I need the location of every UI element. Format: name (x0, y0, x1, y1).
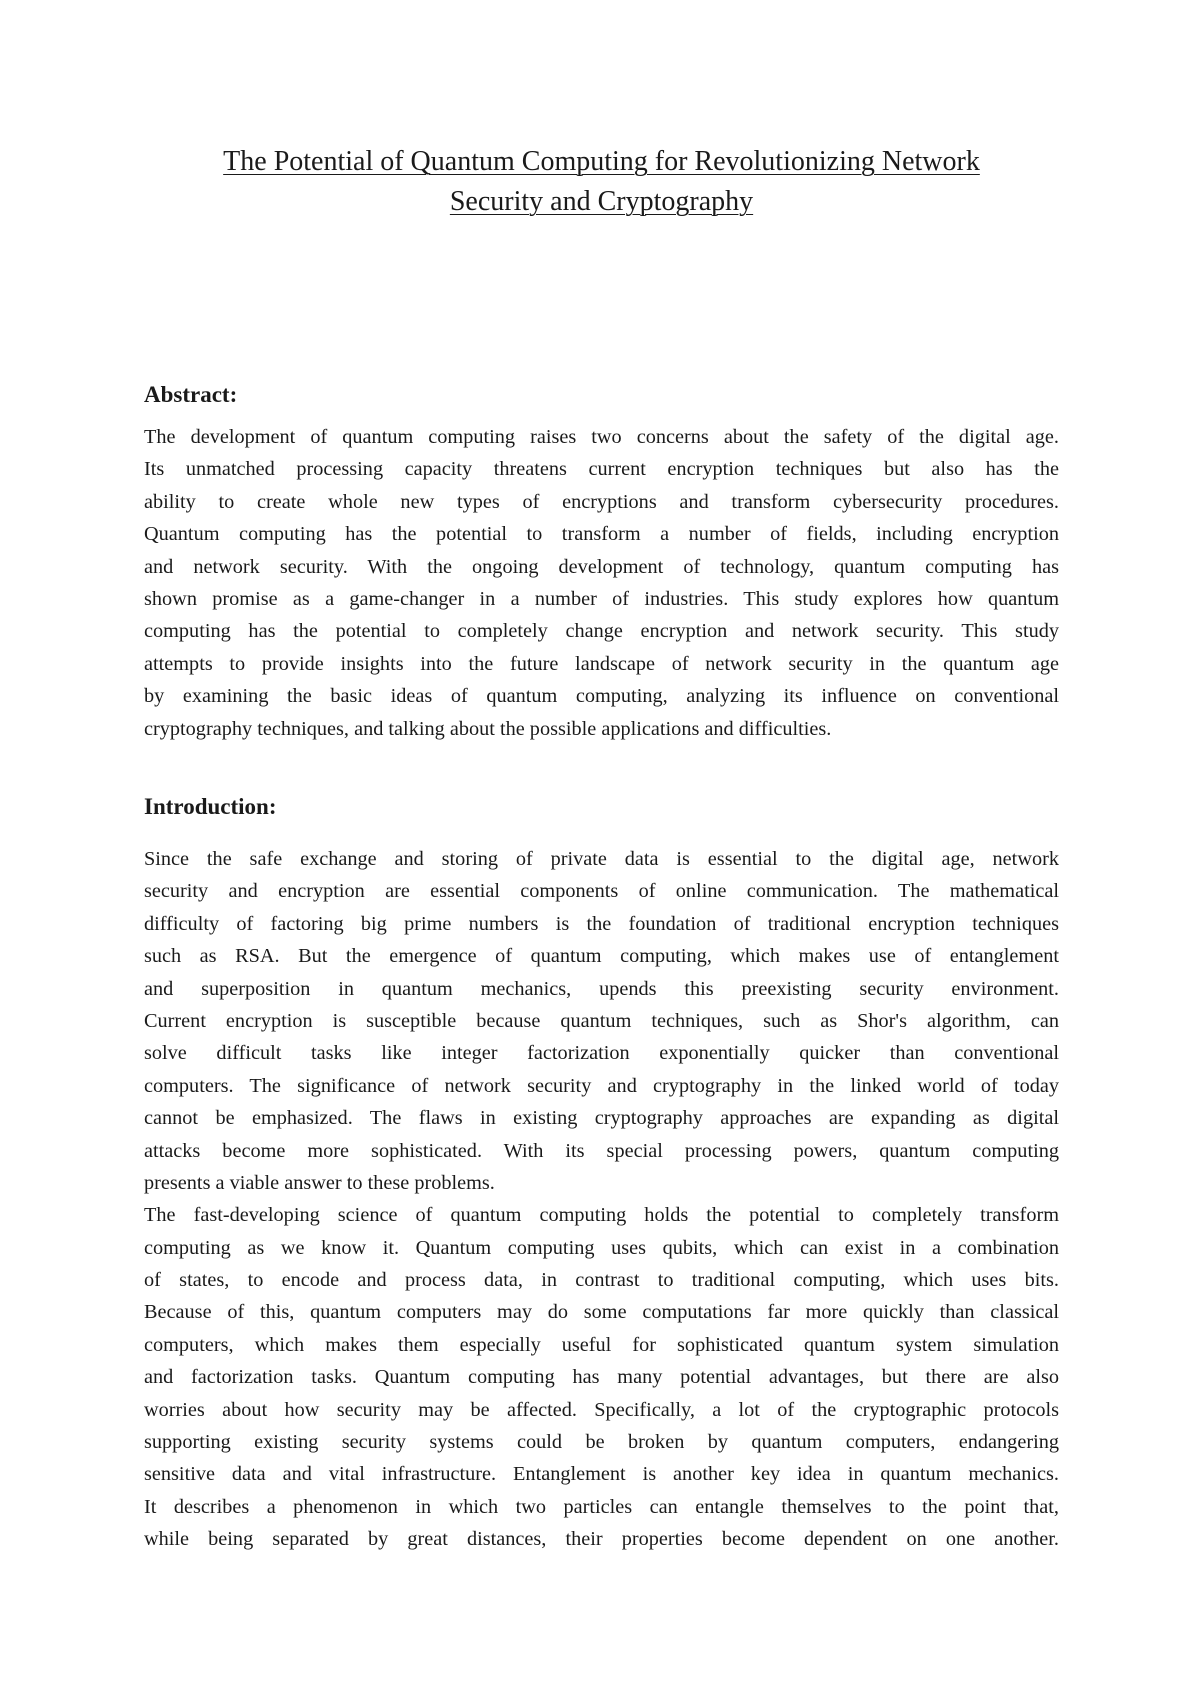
text-line: cannot be emphasized. The flaws in existing cryptography approaches are expanding as digital (144, 1107, 1059, 1130)
text-line: attacks become more sophisticated. With its special processing powers, quantum computing (144, 1139, 1059, 1162)
text-line: The fast-developing science of quantum computing holds the potential to completely transform (144, 1204, 1059, 1227)
text-line: while being separated by great distances, their properties become dependent on one another. (144, 1528, 1059, 1551)
page-title (144, 142, 1059, 222)
text-line: It describes a phenomenon in which two particles can entangle themselves to the point that, (144, 1495, 1059, 1518)
text-line: shown promise as a game-changer in a number of industries. This study explores how quantum (144, 587, 1059, 610)
text-line: supporting existing security systems could be broken by quantum computers, endangering (144, 1431, 1059, 1454)
abstract-body (144, 421, 1059, 745)
text-line: computers. The significance of network security and cryptography in the linked world of today (144, 1074, 1059, 1097)
text-line: by examining the basic ideas of quantum computing, analyzing its influence on conventional (144, 685, 1059, 708)
text-line: and network security. With the ongoing development of technology, quantum computing has (144, 555, 1059, 578)
text-line: Current encryption is susceptible because quantum techniques, such as Shor's algorithm, can (144, 1009, 1059, 1032)
text-line: computers, which makes them especially useful for sophisticated quantum system simulation (144, 1333, 1059, 1356)
text-line: and factorization tasks. Quantum computing has many potential advantages, but there are also (144, 1366, 1059, 1389)
text-line: sensitive data and vital infrastructure. Entanglement is another key idea in quantum mechanics. (144, 1463, 1059, 1486)
text-line: difficulty of factoring big prime numbers is the foundation of traditional encryption techniques (144, 912, 1059, 935)
text-line: computing has the potential to completely change encryption and network security. This study (144, 620, 1059, 643)
text-line: such as RSA. But the emergence of quantum computing, which makes use of entanglement (144, 945, 1059, 968)
text-line: solve difficult tasks like integer factorization exponentially quicker than conventional (144, 1042, 1059, 1065)
title-line: The Potential of Quantum Computing for Revolutionizing Network (223, 146, 980, 177)
text-line: attempts to provide insights into the future landscape of network security in the quantum age (144, 652, 1059, 675)
text-line: presents a viable answer to these problems. (144, 1171, 495, 1194)
text-line: Since the safe exchange and storing of private data is essential to the digital age, network (144, 848, 1059, 870)
text-line: worries about how security may be affected. Specifically, a lot of the cryptographic protocols (144, 1398, 1059, 1421)
text-line: The development of quantum computing raises two concerns about the safety of the digital age. (144, 426, 1059, 448)
text-line: security and encryption are essential components of online communication. The mathematical (144, 880, 1059, 903)
introduction-body (144, 843, 1059, 1556)
text-line: Its unmatched processing capacity threatens current encryption techniques but also has the (144, 458, 1059, 481)
text-line: ability to create whole new types of encryptions and transform cybersecurity procedures. (144, 490, 1059, 513)
introduction-heading: Introduction: (144, 794, 277, 819)
text-line: of states, to encode and process data, in contrast to traditional computing, which uses bits. (144, 1269, 1059, 1292)
abstract-heading: Abstract: (144, 382, 238, 407)
text-line: computing as we know it. Quantum computing uses qubits, which can exist in a combination (144, 1236, 1059, 1259)
text-line: cryptography techniques, and talking about the possible applications and difficulties. (144, 717, 832, 740)
text-line: Because of this, quantum computers may do some computations far more quickly than classical (144, 1301, 1059, 1324)
text-line: Quantum computing has the potential to transform a number of fields, including encryption (144, 523, 1059, 546)
text-line: and superposition in quantum mechanics, upends this preexisting security environment. (144, 977, 1059, 1000)
title-line: Security and Cryptography (449, 186, 754, 217)
